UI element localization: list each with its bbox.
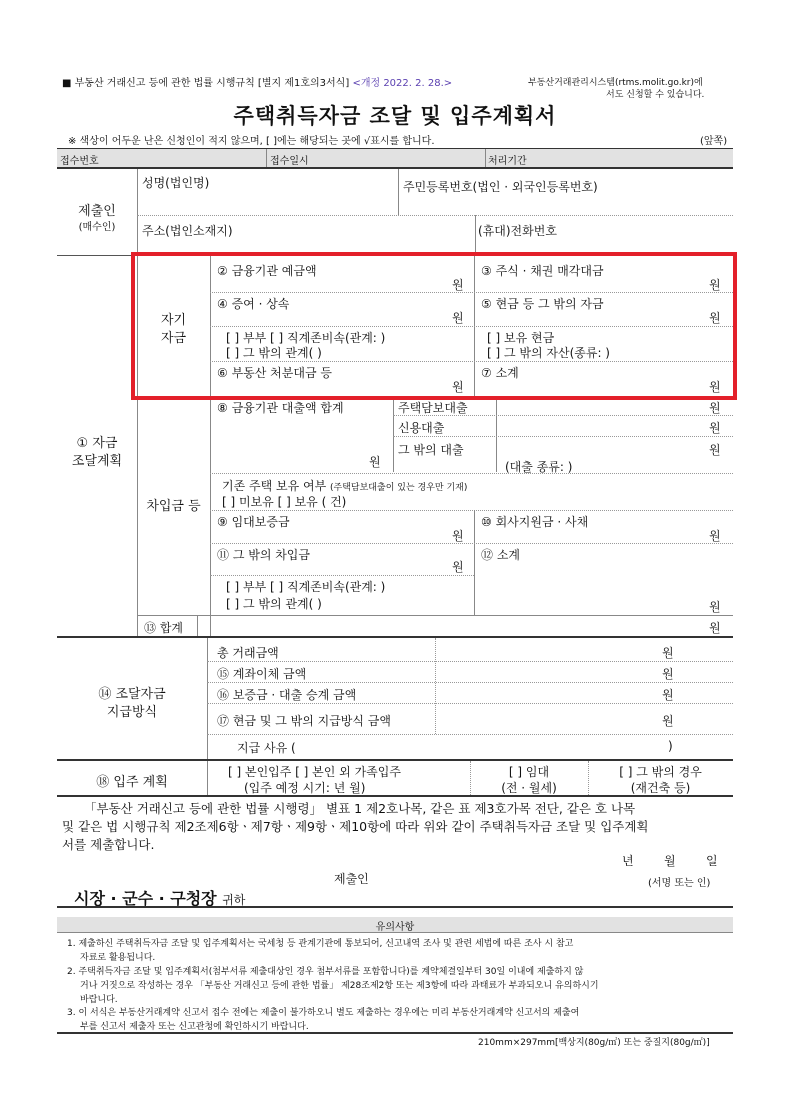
submitter-label: 제출인: [78, 204, 116, 219]
payment-reason-field[interactable]: 지급 사유 (: [237, 741, 296, 755]
won-unit: 원: [662, 688, 674, 702]
gift-inheritance-field[interactable]: ④ 증여 · 상속: [217, 297, 290, 311]
own-funds-label-1: 자기: [160, 313, 187, 328]
won-unit: 원: [452, 560, 464, 574]
paper-spec: 210mm×297mm[백상지(80g/㎡) 또는 중질지(80g/㎡)]: [478, 1038, 710, 1048]
won-unit: 원: [452, 380, 464, 394]
date-year-label: 년: [622, 854, 634, 868]
won-unit: 원: [662, 646, 674, 660]
own-funds-label-2: 자금: [160, 331, 187, 346]
loan-type-field[interactable]: (대출 종류: ): [505, 460, 573, 474]
instruction-note: ※ 색상이 어두운 난은 신청인이 적지 않으며, [ ]에는 해당되는 곳에 √표시를 합니다.: [68, 136, 435, 147]
won-unit: 원: [662, 714, 674, 728]
won-unit: 원: [369, 455, 381, 469]
note-2-line-b: 거나 거짓으로 작성하는 경우 「부동산 거래신고 등에 관한 법률」 제28조제2항 또는 제3항에 따라 과태료가 부과되오니 유의하시기: [80, 981, 599, 991]
borrowed-subtotal-field[interactable]: ⑫ 소계: [481, 548, 520, 562]
receipt-row: [57, 149, 733, 167]
id-number-field[interactable]: 주민등록번호(법인 · 외국인등록번호): [403, 180, 598, 194]
won-unit: 원: [709, 621, 721, 635]
won-unit: 원: [452, 311, 464, 325]
stock-bond-field[interactable]: ③ 주식 · 채권 매각대금: [481, 264, 604, 278]
receipt-date-label: 접수일시: [270, 156, 309, 167]
transfer-amount-field[interactable]: ⑮ 계좌이체 금액: [217, 667, 307, 681]
signature-field[interactable]: (서명 또는 인): [648, 878, 711, 889]
move-in-self-checkbox[interactable]: [ ] 본인입주 [ ] 본인 외 가족입주: [228, 765, 401, 779]
other-loan-label: 그 밖의 대출: [398, 443, 464, 457]
note-3-line-a: 3. 이 서식은 부동산거래계약 신고서 접수 전에는 제출이 불가하오니 별도 제출하는 경우에는 미리 부동산거래계약 신고서의 제출여: [67, 1008, 580, 1018]
loan-total-field[interactable]: ⑧ 금융기관 대출액 합계: [217, 401, 344, 415]
other-borrowing-field[interactable]: ⑪ 그 밖의 차입금: [217, 548, 310, 562]
lease-checkbox[interactable]: [ ] 임대: [508, 765, 550, 779]
declaration-line-2: 및 같은 법 시행규칙 제2조제6항ㆍ제7항ㆍ제9항ㆍ제10항에 따라 위와 같이 주택취득자금 조달 및 입주계획: [62, 819, 649, 834]
total-price-field[interactable]: 총 거래금액: [217, 646, 279, 660]
submitter-sub-label: (매수인): [78, 222, 116, 233]
won-unit: 원: [662, 667, 674, 681]
note-1-line-a: 1. 제출하신 주택취득자금 조달 및 입주계획서는 국세청 등 관계기관에 통보되어, 신고내역 조사 및 관련 세법에 따른 조사 시 참고: [67, 939, 574, 949]
borrow-other-relation-checkbox[interactable]: [ ] 그 밖의 관계( ): [226, 597, 322, 611]
receipt-number-label: 접수번호: [60, 156, 99, 167]
deposit-field[interactable]: ② 금융기관 예금액: [217, 264, 317, 278]
address-field[interactable]: 주소(법인소재지): [142, 224, 233, 238]
move-in-date-field[interactable]: (입주 예정 시기: 년 월): [244, 781, 366, 795]
page-title: 주택취득자금 조달 및 입주계획서: [233, 104, 557, 128]
borrow-relation-checkbox[interactable]: [ ] 부부 [ ] 직계존비속(관계: ): [226, 580, 386, 594]
payment-method-label-2: 지급방식: [106, 705, 158, 720]
grand-total-label: ⑬ 합계: [144, 621, 183, 635]
date-day-label: 일: [706, 854, 718, 868]
payment-method-label-1: ⑭ 조달자금: [98, 687, 166, 702]
cash-other-field[interactable]: ⑤ 현금 등 그 밖의 자금: [481, 297, 604, 311]
declaration-line-1: 「부동산 거래신고 등에 관한 법률 시행령」 별표 1 제2호나목, 같은 표 제3호가목 전단, 같은 호 나목: [84, 801, 636, 816]
processing-period-label: 처리기간: [488, 156, 527, 167]
note-3-line-b: 부를 신고서 제출자 또는 신고관청에 확인하시기 바랍니다.: [80, 1022, 309, 1032]
won-unit: 원: [709, 311, 721, 325]
highlight-box: [131, 252, 737, 400]
other-case-note: (재건축 등): [630, 781, 691, 795]
won-unit: 원: [709, 421, 721, 435]
cash-held-checkbox[interactable]: [ ] 보유 현금: [487, 331, 555, 345]
payment-reason-close: ): [668, 739, 673, 753]
page-side: (앞쪽): [700, 136, 728, 147]
note-1-line-b: 자료로 활용됩니다.: [80, 953, 156, 963]
notes-title: 유의사항: [375, 922, 415, 933]
other-asset-checkbox[interactable]: [ ] 그 밖의 자산(종류: ): [487, 346, 610, 360]
existing-house-checkbox[interactable]: [ ] 미보유 [ ] 보유 ( 건): [222, 495, 347, 509]
gift-other-relation-checkbox[interactable]: [ ] 그 밖의 관계( ): [226, 346, 322, 360]
rtms-note-line2: 서도 신청할 수 있습니다.: [606, 90, 705, 100]
addressee: 시장 · 군수 · 구청장 귀하: [74, 889, 246, 908]
cash-other-amount-field[interactable]: ⑰ 현금 및 그 밖의 지급방식 금액: [217, 714, 391, 728]
won-unit: 원: [709, 529, 721, 543]
company-support-field[interactable]: ⑩ 회사지원금 · 사채: [481, 515, 589, 529]
gift-relation-checkbox[interactable]: [ ] 부부 [ ] 직계존비속(관계: ): [226, 331, 386, 345]
deposit-loan-amount-field[interactable]: ⑯ 보증금 · 대출 승계 금액: [217, 688, 357, 702]
credit-loan-label: 신용대출: [398, 421, 445, 435]
borrowed-funds-label: 차입금 등: [146, 499, 201, 514]
rtms-note-line1: 부동산거래관리시스템(rtms.molit.go.kr)에: [528, 78, 703, 88]
won-unit: 원: [709, 278, 721, 292]
phone-field[interactable]: (휴대)전화번호: [478, 224, 557, 238]
won-unit: 원: [709, 380, 721, 394]
name-field[interactable]: 성명(법인명): [142, 176, 210, 190]
won-unit: 원: [709, 600, 721, 614]
own-subtotal-field[interactable]: ⑦ 소계: [481, 366, 519, 380]
move-in-plan-label: ⑱ 입주 계획: [96, 775, 168, 790]
funding-plan-label-2: 조달계획: [71, 454, 123, 469]
note-2-line-c: 바랍니다.: [80, 995, 118, 1005]
mortgage-loan-label: 주택담보대출: [398, 401, 468, 415]
won-unit: 원: [709, 401, 721, 415]
lease-deposit-field[interactable]: ⑨ 임대보증금: [217, 515, 290, 529]
declaration-line-3: 서를 제출합니다.: [62, 837, 155, 852]
revision-date: <개정 2022. 2. 28.>: [352, 78, 453, 89]
date-month-label: 월: [664, 854, 676, 868]
note-2-line-a: 2. 주택취득자금 조달 및 입주계획서(첨부서류 제출대상인 경우 첨부서류를 포함합니다)를 계약체결일부터 30일 이내에 제출하지 않: [67, 967, 584, 977]
lease-type-note: (전 · 월세): [501, 781, 557, 795]
won-unit: 원: [452, 278, 464, 292]
signer-label: 제출인: [334, 872, 369, 886]
form-reference: ■ 부동산 거래신고 등에 관한 법률 시행규칙 [별지 제1호의3서식] <개정 2022. 2. 28.>: [62, 78, 453, 89]
other-case-checkbox[interactable]: [ ] 그 밖의 경우: [619, 765, 702, 779]
funding-plan-label-1: ① 자금: [76, 436, 118, 451]
real-estate-sale-field[interactable]: ⑥ 부동산 처분대금 등: [217, 366, 332, 380]
existing-house-label: 기존 주택 보유 여부 (주택담보대출이 있는 경우만 기재): [222, 479, 468, 493]
won-unit: 원: [709, 443, 721, 457]
won-unit: 원: [452, 529, 464, 543]
